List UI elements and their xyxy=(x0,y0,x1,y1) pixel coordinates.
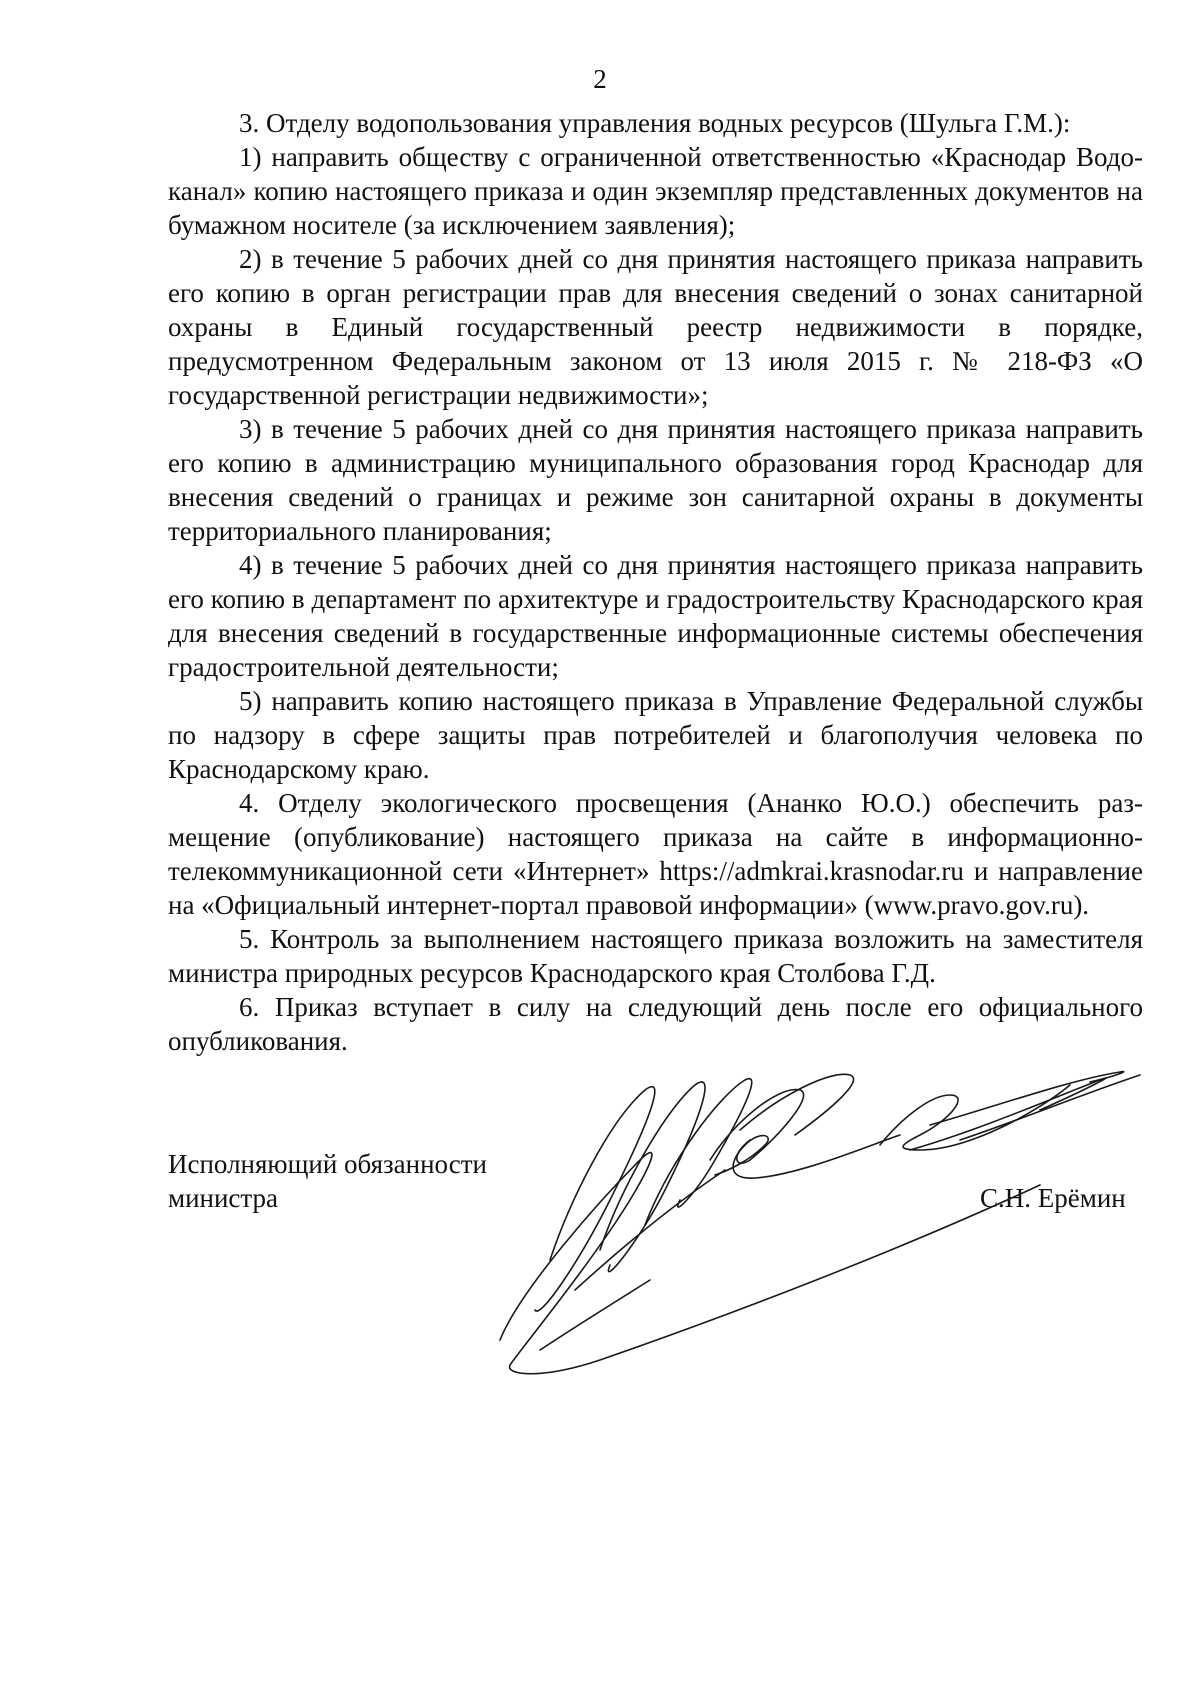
paragraph-3-3: 3) в течение 5 рабочих дней со дня принятия настоящего приказа направить его копию в администрацию муниципального образования город Краснодар для внесения сведений о границах и режиме зон санитарной охраны в документы территориального планирования; xyxy=(168,414,1143,546)
signatory-name: С.Н. Ерёмин xyxy=(980,1183,1126,1213)
signatory-title xyxy=(168,1147,487,1215)
paragraph-6-effective: 6. Приказ вступает в силу на следующий день после его официального опубликования. xyxy=(168,992,1143,1056)
handwritten-signature xyxy=(480,1050,1180,1390)
paragraph-3-2: 2) в течение 5 рабочих дней со дня принятия настоящего приказа направить его копию в орган регистрации прав для внесения сведений о зонах санитарной охраны в Единый государственный реестр недвижимости в порядке, предусмотренном Федеральным законом от 13 июля 2015 г. № 218-ФЗ «О государственной регистрации недвижимости»; xyxy=(168,244,1143,410)
paragraph-4-publication: 4. Отделу экологического просвещения (Ананко Ю.О.) обеспечить размещение (опубликование) настоящего приказа на сайте в информационно-телекоммуникационной сети «Интернет» https://admkrai.krasnodar.ru и направление на «Официальный интернет-портал правовой информации» (www.pravo.gov.ru). xyxy=(168,788,1143,920)
page-number: 2 xyxy=(593,64,607,94)
paragraph-5-control: 5. Контроль за выполнением настоящего приказа возложить на заместителя министра природных ресурсов Краснодарского края Столбова Г.Д. xyxy=(168,924,1143,988)
signatory-title-line-1: Исполняющий обязанности xyxy=(168,1149,487,1179)
signatory-title-line-2: министра xyxy=(168,1183,279,1213)
paragraph-3-water-use: 3. Отделу водопользования управления водных ресурсов (Шульга Г.М.): xyxy=(239,108,1071,138)
paragraph-3-4: 4) в течение 5 рабочих дней со дня принятия настоящего приказа направить его копию в департамент по архитектуре и градостроительству Краснодарского края для внесения сведений в государственные информационные системы обеспечения градостроительной деятельности; xyxy=(168,550,1143,682)
document-body xyxy=(168,106,1143,1058)
paragraph-3-5: 5) направить копию настоящего приказа в Управление Федеральной службы по надзору в сфере защиты прав потребителей и благополучия человека по Краснодарскому краю. xyxy=(168,686,1143,784)
paragraph-3-1: 1) направить обществу с ограниченной ответственностью «Краснодар Водоканал» копию настоящего приказа и один экземпляр представленных документов на бумажном носителе (за исключением заявления); xyxy=(168,142,1143,240)
